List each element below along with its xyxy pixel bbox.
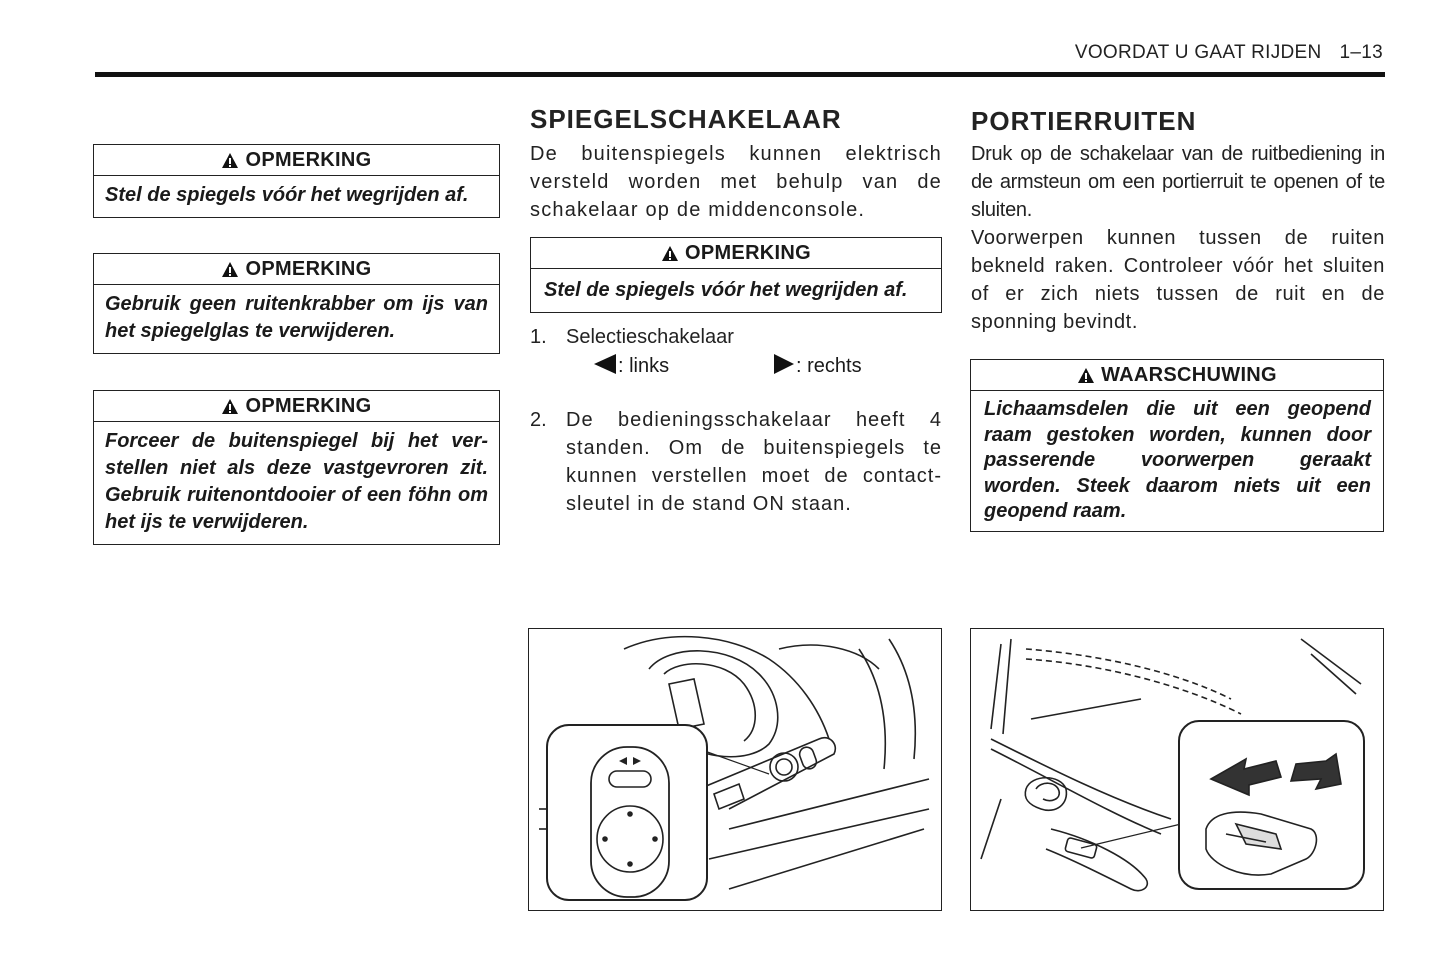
mirror-switch-illustration [529, 629, 941, 910]
chapter-title: VOORDAT U GAAT RIJDEN [1074, 42, 1322, 63]
warning-triangle-icon [1077, 363, 1095, 393]
notice-body: Stel de spiegels vóór het wegrijden af. [105, 184, 469, 206]
warning-triangle-icon [221, 257, 239, 287]
arrow-right-icon [772, 352, 796, 384]
header-rule [95, 72, 1385, 77]
notice-heading: OPMERKING [94, 145, 499, 176]
notice-heading: OPMERKING [94, 391, 499, 422]
mirror-switch-figure [528, 628, 942, 911]
list-number: 1. [530, 326, 547, 348]
list-item [530, 406, 942, 526]
notice-body: Stel de spiegels vóór het wegrijden af. [544, 279, 908, 301]
list-text: De bedieningsschakelaar heeft 4 standen. Om de buitenspiegels te kunnen verstellen moet de contact-sleutel in de stand ON staan. [566, 409, 942, 515]
window-switch-illustration [971, 629, 1383, 910]
warning-box [970, 359, 1384, 532]
warning-triangle-icon [221, 394, 239, 424]
window-switch-figure [970, 628, 1384, 911]
section-title-portierruiten: PORTIERRUITEN [971, 106, 1197, 136]
notice-body: Forceer de buitenspiegel bij het ver-stellen niet als deze vastgevroren zit. Gebruik ruitenontdooier of een föhn om het ijs te verwijderen. [105, 430, 488, 533]
warning-triangle-icon [221, 148, 239, 178]
warning-heading: WAARSCHUWING [971, 360, 1383, 391]
section-title-spiegelschakelaar: SPIEGELSCHAKELAAR [530, 104, 842, 134]
page-number: 1–13 [1339, 42, 1383, 63]
list-text: Selectieschakelaar [566, 326, 734, 348]
paragraph: Druk op de schakelaar van de ruitbediening in de armsteun om een portierruit te openen of te sluiten. [971, 143, 1385, 221]
running-header [1075, 42, 1383, 64]
notice-box [93, 144, 500, 218]
notice-box [93, 390, 500, 545]
arrow-left-icon [592, 352, 618, 384]
notice-heading: OPMERKING [531, 238, 941, 269]
warning-triangle-icon [661, 241, 679, 271]
notice-box [530, 237, 942, 313]
notice-heading: OPMERKING [94, 254, 499, 285]
list-number: 2. [530, 409, 547, 431]
notice-box [93, 253, 500, 354]
selector-right: : rechts [772, 352, 862, 384]
list-item [530, 323, 942, 353]
selector-left: : links [592, 352, 669, 384]
warning-body: Lichaamsdelen die uit een geopend raam gestoken worden, kunnen door passerende voorwerpen geraakt worden. Steek daarom niets uit een geopend raam. [984, 398, 1371, 522]
intro-paragraph: De buitenspiegels kunnen elektrisch versteld worden met behulp van de schakelaar op de middenconsole. [530, 143, 942, 221]
paragraph: Voorwerpen kunnen tussen de ruiten bekneld raken. Controleer vóór het sluiten of er zich niets tussen de ruit en de sponning bevindt. [971, 227, 1385, 333]
notice-body: Gebruik geen ruitenkrabber om ijs van het spiegelglas te verwijderen. [105, 293, 488, 342]
